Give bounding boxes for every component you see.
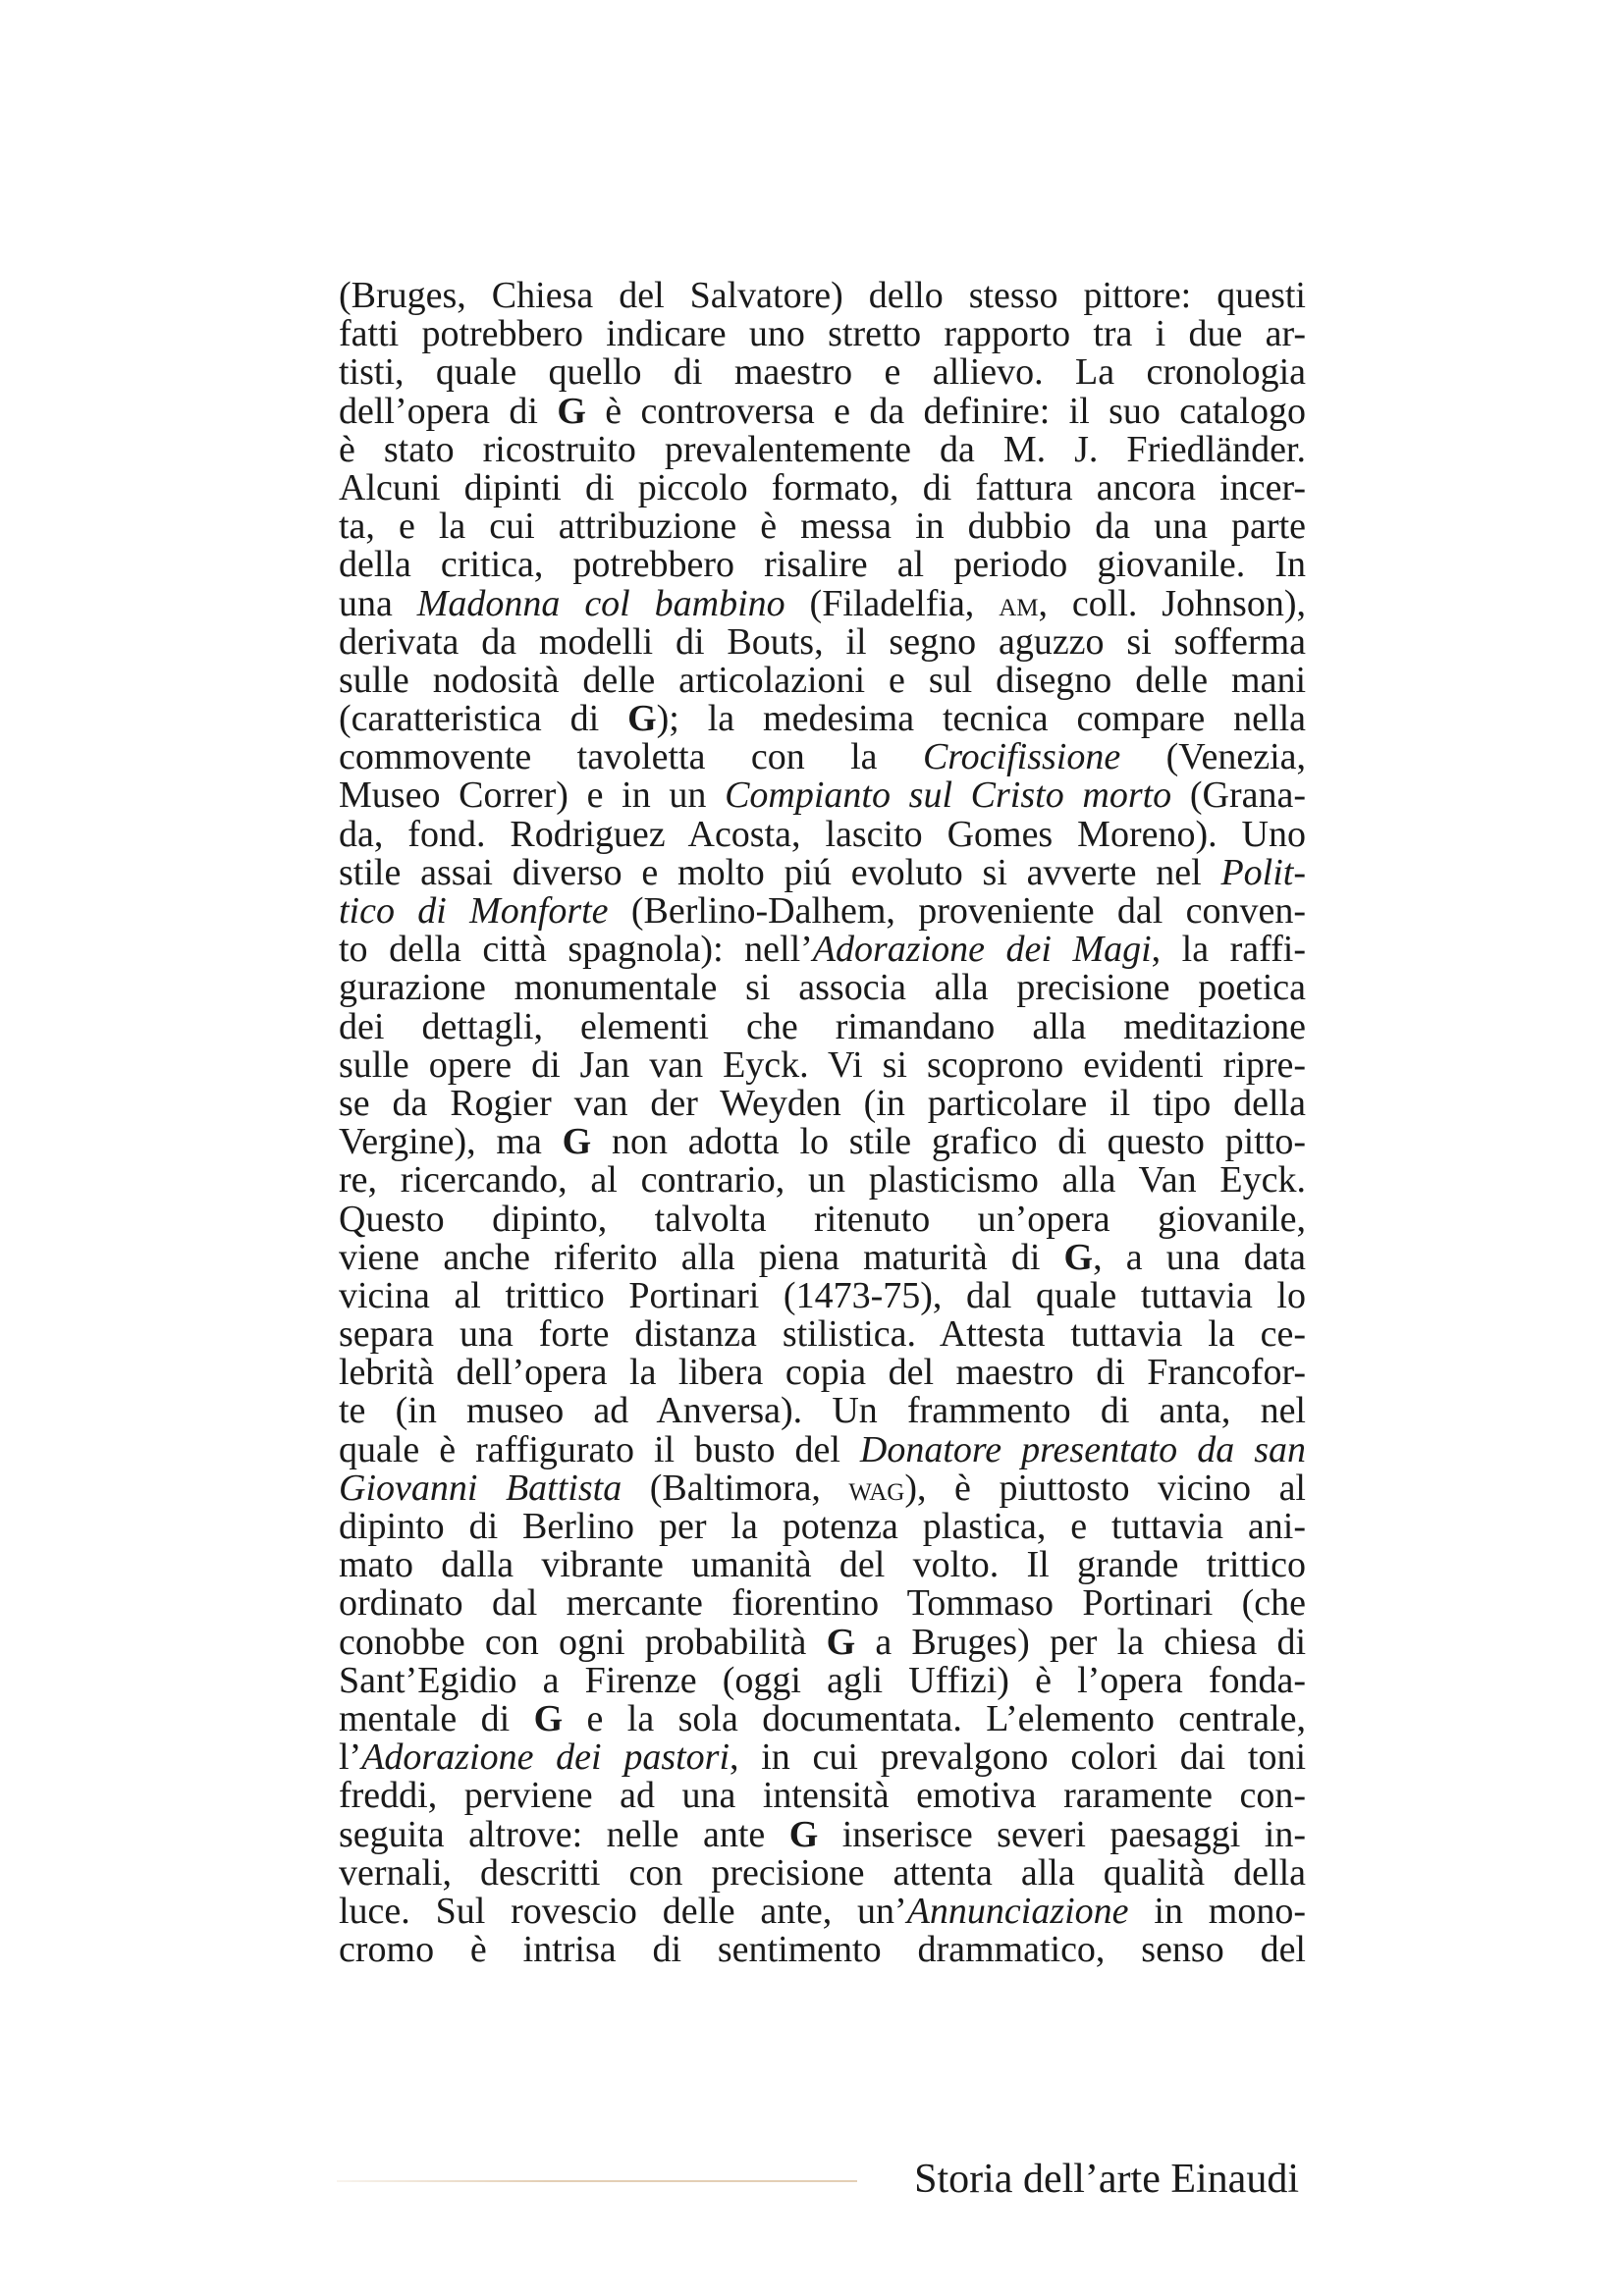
text-run: se da Rogier van der Weyden (in particolare il tipo della bbox=[339, 1082, 1306, 1124]
text-line bbox=[339, 1315, 1306, 1354]
text-line bbox=[339, 738, 1306, 776]
work-title: Madonna col bambino bbox=[416, 582, 785, 624]
text-line bbox=[339, 315, 1306, 353]
text-run: mentale di bbox=[339, 1697, 534, 1739]
text-line bbox=[339, 1697, 1306, 1739]
text-line bbox=[339, 1777, 1306, 1815]
text-line bbox=[339, 1236, 1306, 1278]
text-line bbox=[339, 1428, 1306, 1470]
text-line bbox=[339, 969, 1306, 1007]
text-line bbox=[339, 277, 1306, 315]
text-run: della critica, potrebbero risalire al periodo giovanile. In bbox=[339, 544, 1306, 586]
text-run: vernali, descritti con precisione attenta alla qualità della bbox=[339, 1851, 1306, 1894]
text-line bbox=[339, 813, 1306, 855]
text-run: ); la medesima tecnica compare nella bbox=[656, 698, 1307, 740]
text-run: to della città spagnola): nell’ bbox=[339, 929, 813, 971]
text-run: dei dettagli, elementi che rimandano alla meditazione bbox=[339, 1005, 1306, 1047]
text-run: luce. Sul rovescio delle ante, un’ bbox=[339, 1890, 907, 1932]
text-run: dell’opera di bbox=[339, 390, 558, 432]
text-line bbox=[339, 1931, 1306, 1969]
text-run: l’ bbox=[339, 1736, 362, 1779]
text-line bbox=[339, 1082, 1306, 1124]
text-run: tisti, quale quello di maestro e allievo. La cronologia bbox=[339, 351, 1306, 394]
text-run: inserisce severi paesaggi in- bbox=[818, 1813, 1306, 1855]
text-run: vicina al trittico Portinari (1473-75), dal quale tuttavia lo bbox=[339, 1274, 1306, 1316]
text-line bbox=[339, 1123, 1306, 1161]
text-run: è stato ricostruito prevalentemente da M. J. Friedländer. bbox=[339, 428, 1306, 470]
text-run: ta, e la cui attribuzione è messa in dubbio da una parte bbox=[339, 506, 1306, 548]
text-line bbox=[339, 1508, 1306, 1546]
body-text bbox=[339, 277, 1306, 1969]
text-line bbox=[339, 1738, 1306, 1777]
text-run: una bbox=[339, 582, 417, 624]
text-run: te (in museo ad Anversa). Un frammento di anta, nel bbox=[339, 1390, 1306, 1432]
text-line bbox=[339, 353, 1306, 392]
text-run: viene anche riferito alla piena maturità di bbox=[339, 1236, 1064, 1278]
text-run: gurazione monumentale si associa alla precisione poetica bbox=[339, 967, 1306, 1009]
text-run: Alcuni dipinti di piccolo formato, di fattura ancora incer- bbox=[339, 466, 1306, 508]
text-line bbox=[339, 1813, 1306, 1855]
text-line bbox=[339, 659, 1306, 701]
text-line bbox=[339, 546, 1306, 584]
text-line bbox=[339, 1274, 1306, 1316]
text-run: (Filadelfia, bbox=[784, 582, 1000, 624]
work-title: Annunciazione bbox=[906, 1890, 1129, 1932]
museum-abbrev: am bbox=[999, 583, 1039, 623]
text-run: (caratteristica di bbox=[339, 698, 628, 740]
text-run: (Venezia, bbox=[1120, 736, 1306, 778]
text-run: commovente tavoletta con la bbox=[339, 736, 923, 778]
text-line bbox=[339, 507, 1306, 546]
work-title: tico di Monforte bbox=[339, 890, 609, 932]
text-run: sulle nodosità delle articolazioni e sul disegno delle mani bbox=[339, 659, 1306, 701]
text-line bbox=[339, 1161, 1306, 1200]
text-run: , in cui prevalgono colori dai toni bbox=[730, 1736, 1306, 1779]
text-run: , la raffi- bbox=[1151, 929, 1306, 971]
text-line bbox=[339, 1354, 1306, 1392]
text-run: Questo dipinto, talvolta ritenuto un’opera giovanile, bbox=[339, 1198, 1306, 1240]
text-run: in mono- bbox=[1128, 1890, 1306, 1932]
text-line bbox=[339, 1469, 1306, 1508]
artist-initial: G bbox=[826, 1621, 856, 1663]
text-run: da, fond. Rodriguez Acosta, lascito Gomes Moreno). Uno bbox=[339, 813, 1306, 855]
text-run: Vergine), ma bbox=[339, 1121, 563, 1163]
text-line bbox=[339, 851, 1306, 893]
artist-initial: G bbox=[533, 1697, 564, 1739]
text-run: Sant’Egidio a Firenze (oggi agli Uffizi) è l’opera fonda- bbox=[339, 1659, 1306, 1701]
text-run: sulle opere di Jan van Eyck. Vi si scoprono evidenti ripre- bbox=[339, 1043, 1306, 1086]
artist-initial: G bbox=[627, 698, 657, 740]
footer-title: Storia dell’arte Einaudi bbox=[914, 2157, 1299, 2202]
text-run: dipinto di Berlino per la potenza plastica, e tuttavia ani- bbox=[339, 1506, 1306, 1547]
text-line bbox=[339, 428, 1306, 470]
text-run: e la sola documentata. L’elemento centrale, bbox=[563, 1697, 1306, 1739]
text-line bbox=[339, 892, 1306, 931]
text-line bbox=[339, 1851, 1306, 1894]
text-run: lebrità dell’opera la libera copia del maestro di Francofor- bbox=[339, 1352, 1306, 1394]
text-run: freddi, perviene ad una intensità emotiva raramente con- bbox=[339, 1775, 1306, 1817]
text-run: (Bruges, Chiesa del Salvatore) dello stesso pittore: questi bbox=[339, 275, 1306, 316]
text-run: (Baltimora, bbox=[622, 1467, 849, 1509]
text-run: , a una data bbox=[1093, 1236, 1306, 1278]
text-run: (Berlino-Dalhem, proveniente dal conven- bbox=[608, 890, 1306, 932]
text-run: a Bruges) per la chiesa di bbox=[855, 1621, 1306, 1663]
text-run: quale è raffigurato il busto del bbox=[339, 1428, 860, 1470]
text-run: cromo è intrisa di sentimento drammatico, senso del bbox=[339, 1929, 1306, 1971]
text-line bbox=[339, 1659, 1306, 1701]
text-run: ordinato dal mercante fiorentino Tommaso Portinari (che bbox=[339, 1582, 1306, 1625]
text-run: fatti potrebbero indicare uno stretto rapporto tra i due ar- bbox=[339, 313, 1306, 355]
text-run: Museo Correr) e in un bbox=[339, 774, 726, 817]
text-run: stile assai diverso e molto piú evoluto si avverte nel bbox=[339, 851, 1221, 893]
text-run: è controversa e da definire: il suo catalogo bbox=[585, 390, 1306, 432]
artist-initial: G bbox=[788, 1813, 819, 1855]
work-title: Giovanni Battista bbox=[339, 1467, 622, 1509]
artist-initial: G bbox=[562, 1121, 592, 1163]
text-run: mato dalla vibrante umanità del volto. Il grande trittico bbox=[339, 1544, 1306, 1586]
text-run: ), è piuttosto vicino al bbox=[904, 1467, 1306, 1509]
text-line bbox=[339, 1546, 1306, 1584]
text-run: (Grana- bbox=[1171, 774, 1307, 817]
text-run: conobbe con ogni probabilità bbox=[339, 1621, 827, 1663]
artist-initial: G bbox=[1063, 1236, 1094, 1278]
work-title: Polit- bbox=[1220, 851, 1306, 893]
text-line bbox=[339, 1198, 1306, 1240]
text-line bbox=[339, 931, 1306, 969]
text-line bbox=[339, 776, 1306, 815]
text-line bbox=[339, 1584, 1306, 1623]
text-line bbox=[339, 1621, 1306, 1663]
text-line bbox=[339, 466, 1306, 508]
work-title: Crocifissione bbox=[922, 736, 1121, 778]
text-line bbox=[339, 620, 1306, 663]
text-line bbox=[339, 1890, 1306, 1932]
text-line bbox=[339, 1005, 1306, 1047]
text-run: derivata da modelli di Bouts, il segno aguzzo si sofferma bbox=[339, 620, 1306, 663]
text-run: non adotta lo stile grafico di questo pitto- bbox=[591, 1121, 1306, 1163]
footer-rule bbox=[337, 2180, 857, 2182]
text-line bbox=[339, 1392, 1306, 1430]
text-line bbox=[339, 582, 1306, 624]
text-run: re, ricercando, al contrario, un plasticismo alla Van Eyck. bbox=[339, 1159, 1306, 1201]
text-line bbox=[339, 390, 1306, 432]
museum-abbrev: wag bbox=[848, 1468, 905, 1508]
artist-initial: G bbox=[557, 390, 586, 432]
text-run: , coll. Johnson), bbox=[1038, 582, 1306, 624]
text-line bbox=[339, 700, 1306, 738]
text-run: seguita altrove: nelle ante bbox=[339, 1813, 789, 1855]
work-title: Adorazione dei Magi bbox=[812, 929, 1152, 971]
text-line bbox=[339, 1043, 1306, 1086]
work-title: Donatore presentato da san bbox=[859, 1428, 1306, 1470]
work-title: Adorazione dei pastori bbox=[361, 1736, 730, 1779]
text-run: separa una forte distanza stilistica. Attesta tuttavia la ce- bbox=[339, 1313, 1306, 1356]
work-title: Compianto sul Cristo morto bbox=[725, 774, 1172, 817]
